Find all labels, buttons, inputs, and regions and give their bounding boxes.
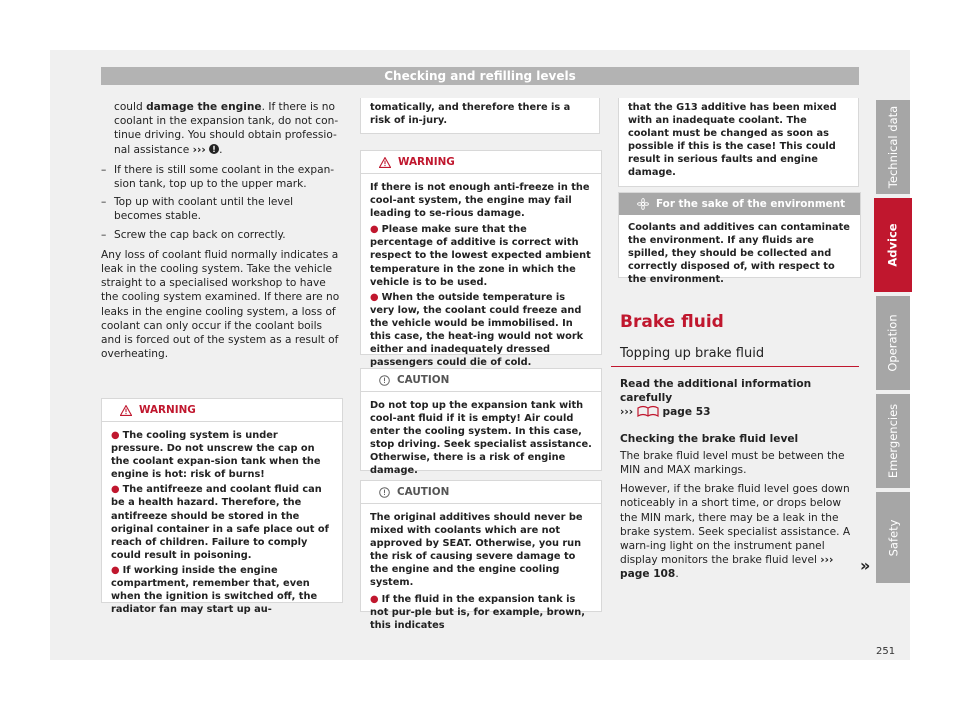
warning-bullet: ● The cooling system is under pressure. Do not unscrew the cap on the coolant expan-sion tank when the engine is hot: risk of burns! [111, 430, 321, 481]
warning-triangle-icon [379, 157, 391, 168]
column-2-continuation: tomatically, and therefore there is a risk of in-jury. [360, 98, 600, 134]
step-item: – Screw the cap back on correctly. [101, 228, 286, 241]
warning-bullet: ● If working inside the engine compartment, remember that, even when the ignition is switched off, the radiator fan may start up au- [111, 564, 318, 616]
tab-technical-data[interactable]: Technical data [876, 100, 910, 194]
page-number: 251 [876, 646, 896, 657]
continued-marker: » [860, 556, 871, 575]
warning-circle-icon [209, 144, 219, 154]
page-link-108[interactable]: ››› page 108 [620, 554, 834, 581]
warning-bullet: ● When the outside temperature is very low, the coolant could freeze and the vehicle would be immobilised. In this case, the heat-ing would not work either and inadequately dressed passengers could die of cold. [370, 291, 584, 369]
section-divider [611, 366, 859, 367]
tab-emergencies[interactable]: Emergencies [876, 394, 910, 488]
book-icon [637, 405, 659, 417]
warning-bullet: ● Please make sure that the percentage of additive is correct with respect to the lowest expected ambient temperature in the zone in which the vehicle is to be used. [370, 224, 591, 288]
tab-advice[interactable]: Advice [874, 198, 912, 292]
tab-operation[interactable]: Operation [876, 296, 910, 390]
caution-box-additives: CAUTION The original additives should never be mixed with coolants which are not approved by SEAT. Otherwise, you run the risk of causing severe damage to the engine and the engine cooling system. ● If the fluid in the expansion tank is not pur-ple but is, for example, brown, this indicates [360, 480, 602, 612]
step-item: – If there is still some coolant in the expan-sion tank, top up to the upper mark. [101, 163, 335, 191]
column-1 [101, 100, 341, 367]
page-link-53[interactable]: ››› page 53 [620, 406, 711, 419]
warning-triangle-icon [120, 405, 132, 416]
section-title: Brake fluid [620, 312, 724, 332]
step-item: – Top up with coolant until the level becomes stable. [101, 196, 294, 223]
warning-box-antifreeze: WARNING If there is not enough anti-freeze in the cool-ant system, the engine may fail leading to se-rious damage. ● Please make sure that the percentage of additive is correct with respect to the lowest expected ambient temperature in the zone in which the vehicle is to be used. ● When the outside temperature is very low, the coolant could freeze and the vehicle would be immobilised. In this case, the heat-ing would not work either and inadequately dressed passengers could die of cold. [360, 150, 602, 355]
coolant-intro: could damage the engine. If there is no coolant in the expansion tank, do not con-tinue driving. You should obtain professio-nal assistance ››› . [114, 101, 339, 156]
caution-bullet: ● If the fluid in the expansion tank is not pur-ple but is, for example, brown, this indicates [370, 593, 586, 631]
caution-circle-icon [379, 375, 390, 386]
cross-ref-arrow: ››› [192, 143, 206, 156]
environment-box: For the sake of the environment Coolants and additives can contaminate the environment. If any fluids are spilled, they should be collected and correctly disposed of, with respect to the environment. [618, 192, 861, 278]
tab-safety[interactable]: Safety [876, 492, 910, 583]
section-subtitle: Topping up brake fluid [620, 346, 765, 361]
brake-fluid-text: Read the additional information carefully ››› page 53 Checking the brake fluid level The brake fluid level must be between the MIN and MAX markings. However, if the brake fluid level goes down noticeably in a short time, or drops below the MIN mark, there may be a leak in the brake system. Seek specialist assistance. A warn-ing light on the instrument panel display monitors the brake fluid level ››› page 108. [620, 377, 860, 582]
page-header: Checking and refilling levels [101, 67, 859, 85]
environment-flower-icon [637, 198, 649, 210]
warning-box-cooling-pressure: WARNING ● The cooling system is under pressure. Do not unscrew the cap on the coolant expan-sion tank when the engine is hot: risk of burns! ● The antifreeze and coolant fluid can be a health hazard. Therefore, the antifreeze should be stored in the original container in a safe place out of reach of children. Failure to comply could result in poisoning. ● If working inside the engine compartment, remember that, even when the ignition is switched off, the radiator fan may start up au- [101, 398, 343, 603]
column-3-continuation: that the G13 additive has been mixed with an inadequate coolant. The coolant must be changed as soon as possible if this is the case! This could result in serious faults and engine damage. [618, 98, 859, 187]
warning-bullet: ● The antifreeze and coolant fluid can be a health hazard. Therefore, the antifreeze should be stored in the original container in a safe place out of reach of children. Failure to comply could result in poisoning. [111, 484, 329, 561]
coolant-loss-paragraph: Any loss of coolant fluid normally indicates a leak in the cooling system. Take the vehicle straight to a specialised workshop to have the cooling system examined. If there are no leaks in the engine cooling system, a loss of coolant can only occur if the coolant boils and is forced out of the system as a result of overheating. [101, 248, 340, 361]
caution-circle-icon [379, 487, 390, 498]
caution-box-empty-tank: CAUTION Do not top up the expansion tank with cool-ant fluid if it is empty! Air could enter the cooling system. In this case, stop driving. Seek specialist assistance. Otherwise, there is a risk of engine damage. [360, 368, 602, 471]
